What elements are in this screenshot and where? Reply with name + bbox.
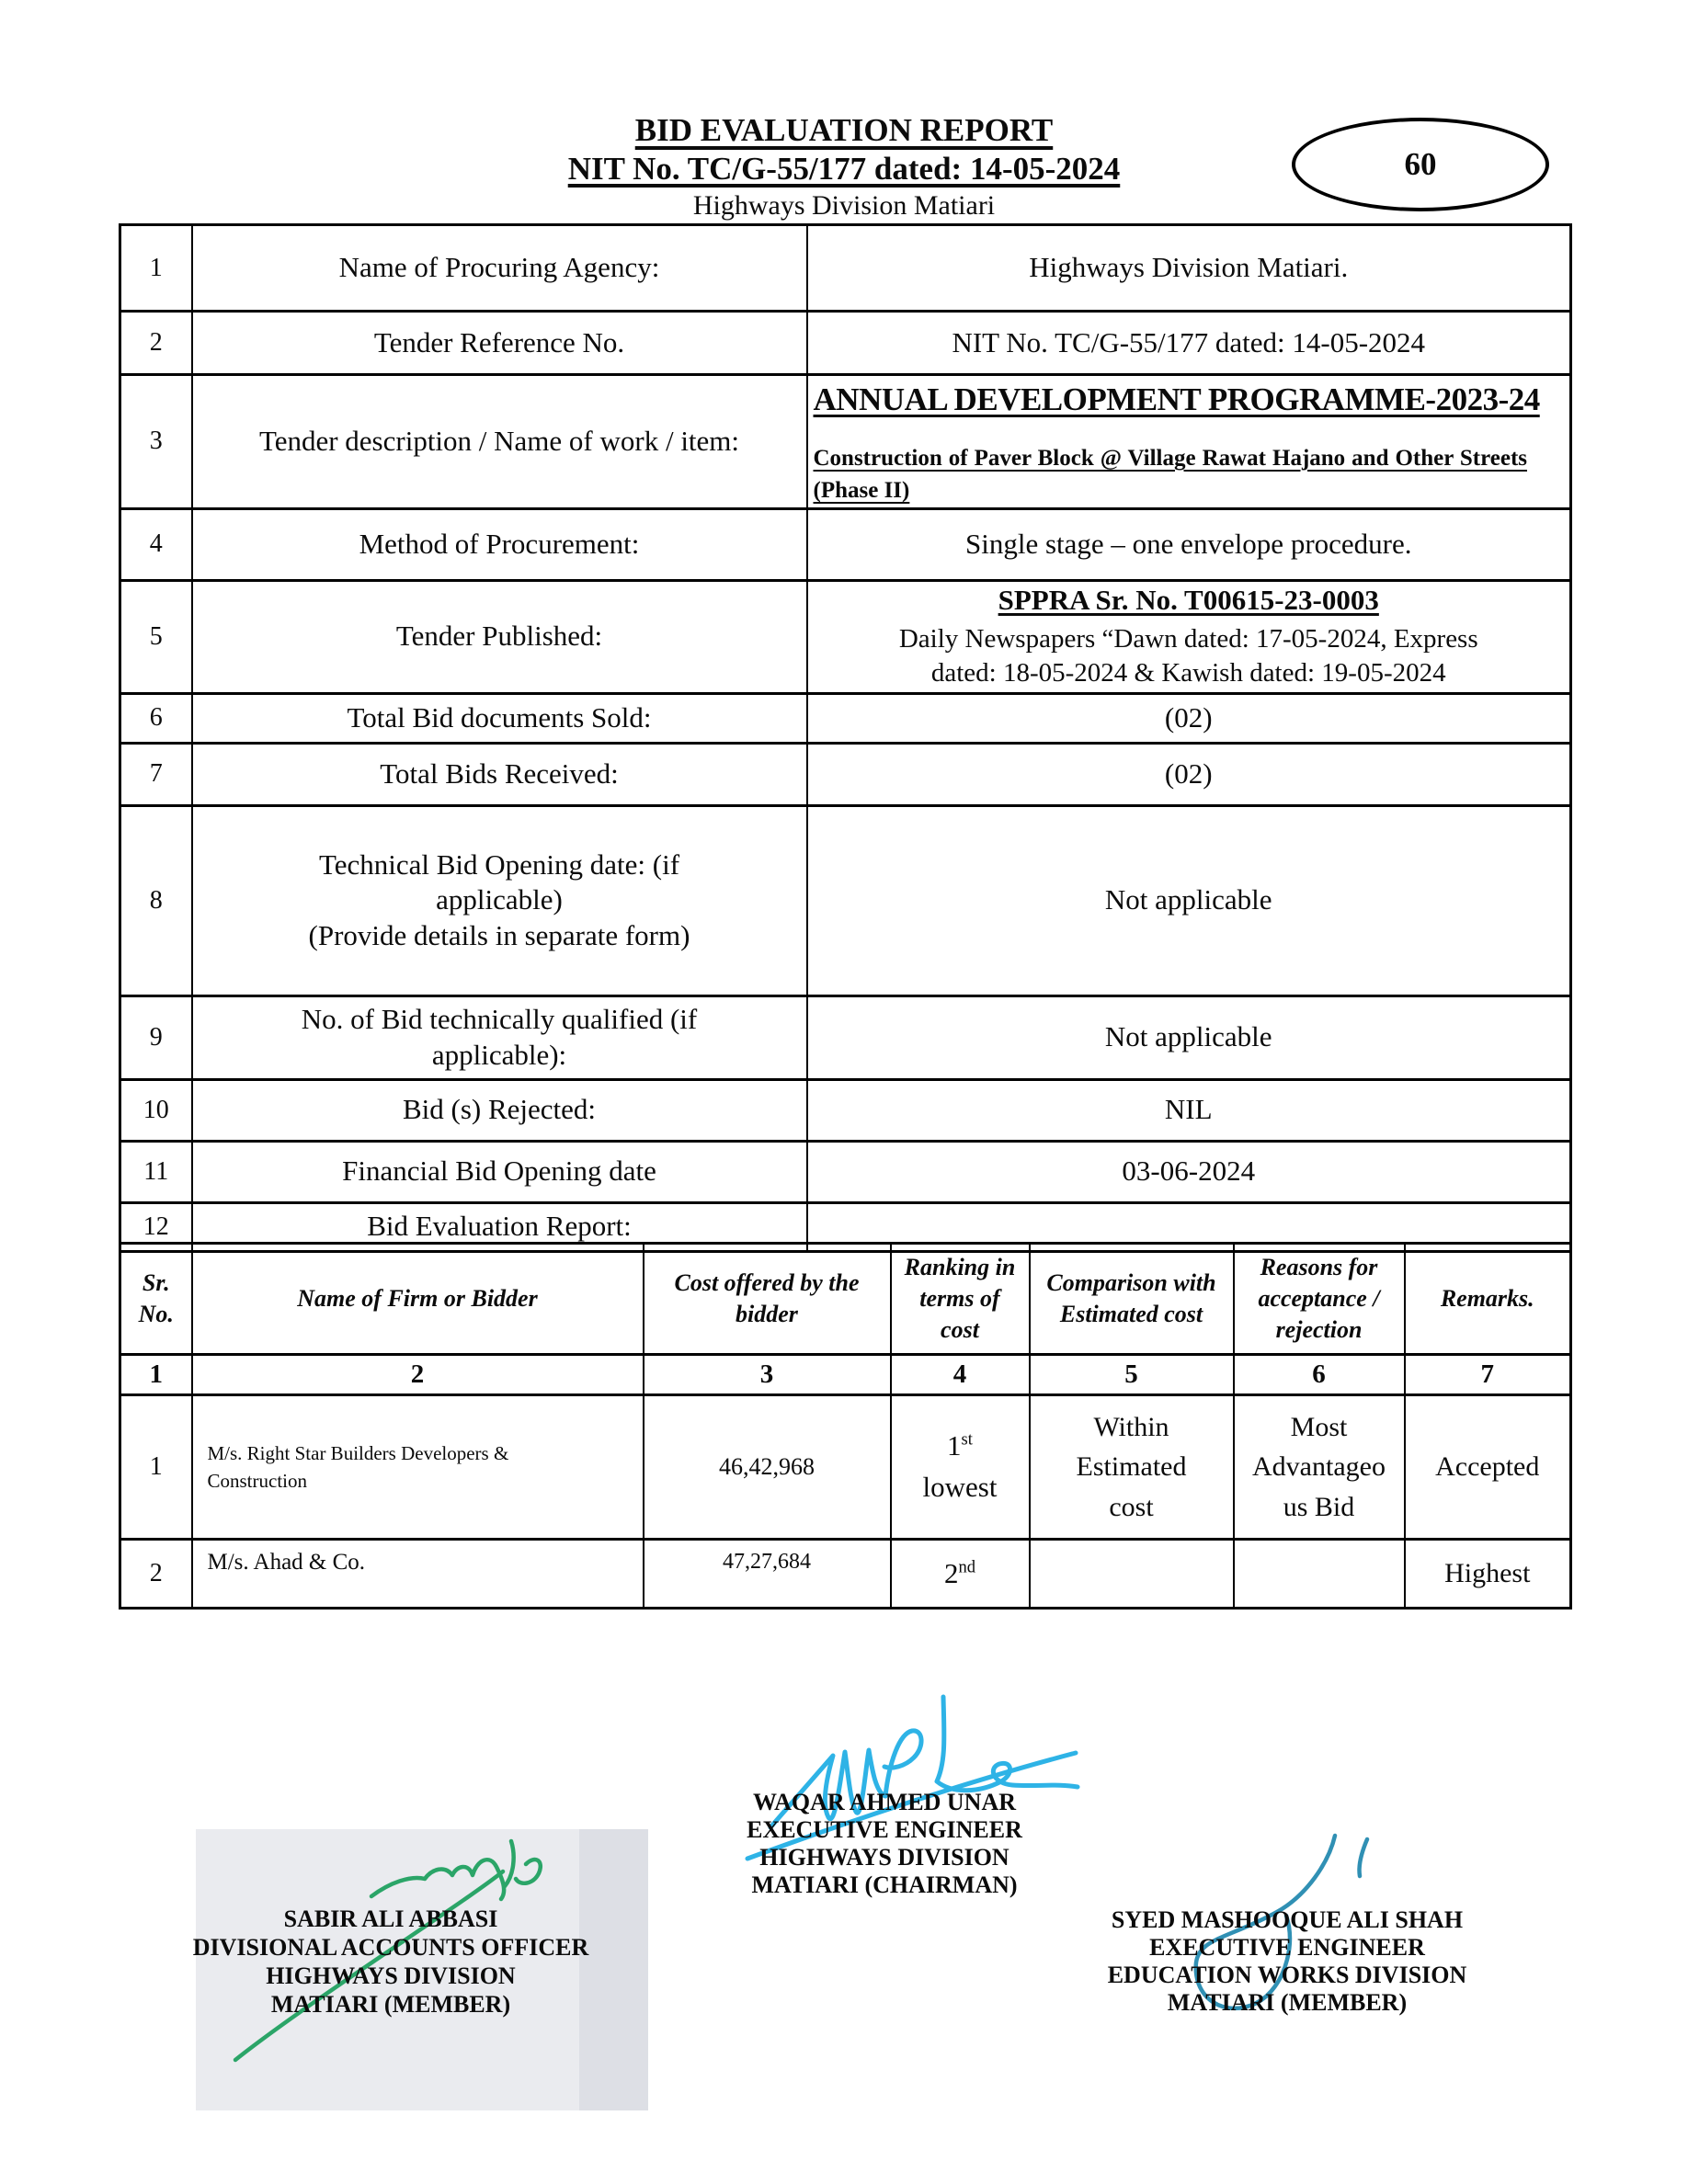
row-number: 10: [120, 1079, 192, 1141]
row-number: 2: [120, 312, 192, 375]
signatory-division: HIGHWAYS DIVISION: [759, 1844, 1009, 1871]
info-row-11: [120, 1141, 1571, 1202]
bidder-sr: 1: [120, 1395, 192, 1540]
col-header-reasons: Reasons for acceptance / rejection: [1234, 1244, 1405, 1355]
row-number: 11: [120, 1141, 192, 1202]
newspapers-detail: Daily Newspapers “Dawn dated: 17-05-2024, Express dated: 18-05-2024 & Kawish dated: 19-05-2024: [898, 624, 1478, 688]
bid-column-numbers-row: [120, 1355, 1571, 1395]
signatory-name: SYED MASHOOQUE ALI SHAH: [1111, 1906, 1464, 1933]
sppra-number: SPPRA Sr. No. T00615-23-0003: [998, 584, 1379, 617]
row-label: Tender Published:: [192, 580, 807, 693]
col-number: 2: [192, 1355, 644, 1395]
info-row-10: [120, 1079, 1571, 1141]
col-number: 4: [891, 1355, 1030, 1395]
col-header-remarks: Remarks.: [1405, 1244, 1571, 1355]
row-number: 4: [120, 508, 192, 580]
row-label: Method of Procurement:: [192, 508, 807, 580]
label-line-1: Technical Bid Opening date: (if applicable): [318, 847, 680, 916]
col-header-cost: Cost offered by the bidder: [644, 1244, 891, 1355]
bidder-firm: M/s. Ahad & Co.: [192, 1540, 644, 1609]
row-value: NIL: [807, 1079, 1571, 1141]
row-number: 1: [120, 225, 192, 312]
row-number: 5: [120, 580, 192, 693]
bidder-cost: 46,42,968: [644, 1395, 891, 1540]
col-header-ranking: Ranking in terms of cost: [891, 1244, 1030, 1355]
row-label: Tender description / Name of work / item:: [192, 375, 807, 509]
row-value: Single stage – one envelope procedure.: [807, 508, 1571, 580]
bid-header-row: [120, 1244, 1571, 1355]
row-number: 7: [120, 743, 192, 805]
row-value: [807, 580, 1571, 693]
col-header-firm: Name of Firm or Bidder: [192, 1244, 644, 1355]
signatory-title: EXECUTIVE ENGINEER: [747, 1816, 1022, 1843]
col-number: 3: [644, 1355, 891, 1395]
row-value: Not applicable: [807, 805, 1571, 995]
info-row-3: [120, 375, 1571, 509]
row-number: 12: [120, 1202, 192, 1251]
bidder-reasons: [1234, 1540, 1405, 1609]
signatory-name: SABIR ALI ABBASI: [283, 1905, 498, 1932]
row-label: [192, 995, 807, 1079]
info-row-9: [120, 995, 1571, 1079]
signatory-role: MATIARI (MEMBER): [270, 1991, 511, 2018]
signatory-role: MATIARI (CHAIRMAN): [751, 1871, 1018, 1898]
chairman-signature-block: [655, 1789, 1114, 1899]
report-title: BID EVALUATION REPORT: [634, 112, 1054, 148]
bidder-ranking: [891, 1540, 1030, 1609]
row-value: 03-06-2024: [807, 1141, 1571, 1202]
division-line: Highways Division Matiari: [692, 190, 996, 221]
row-number: 6: [120, 693, 192, 743]
row-number: 9: [120, 995, 192, 1079]
row-label: Total Bid documents Sold:: [192, 693, 807, 743]
bidder-remarks: Accepted: [1405, 1395, 1571, 1540]
row-value: (02): [807, 693, 1571, 743]
bidder-comparison: Within Estimated cost: [1030, 1395, 1234, 1540]
education-member-signature-block: [1057, 1906, 1517, 2017]
rank-ordinal: 1st: [947, 1429, 973, 1462]
bidder-firm: M/s. Right Star Builders Developers & Construction: [192, 1395, 644, 1540]
info-row-5: [120, 580, 1571, 693]
work-description: Construction of Paver Block @ Village Rawat Hajano and Other Streets (Phase II): [813, 445, 1527, 504]
accounts-member-signature-block: [161, 1905, 621, 2019]
col-header-comparison: Comparison with Estimated cost: [1030, 1244, 1234, 1355]
col-number: 7: [1405, 1355, 1571, 1395]
nit-reference-line: NIT No. TC/G-55/177 dated: 14-05-2024: [567, 151, 1121, 187]
bidder-comparison: [1030, 1540, 1234, 1609]
col-number: 1: [120, 1355, 192, 1395]
bidder-remarks: Highest: [1405, 1540, 1571, 1609]
info-row-7: [120, 743, 1571, 805]
signatory-title: DIVISIONAL ACCOUNTS OFFICER: [192, 1934, 589, 1961]
info-row-1: [120, 225, 1571, 312]
col-header-sr: Sr. No.: [120, 1244, 192, 1355]
row-value: Highways Division Matiari.: [807, 225, 1571, 312]
row-label: [192, 805, 807, 995]
info-row-2: [120, 312, 1571, 375]
info-row-8: [120, 805, 1571, 995]
signatory-division: HIGHWAYS DIVISION: [266, 1962, 516, 1989]
programme-heading: ANNUAL DEVELOPMENT PROGRAMME-2023-24: [813, 381, 1540, 417]
signatory-division: EDUCATION WORKS DIVISION: [1107, 1962, 1467, 1988]
label-line-1: No. of Bid technically qualified (if applicable):: [301, 1003, 698, 1071]
signatory-role: MATIARI (MEMBER): [1167, 1989, 1408, 2016]
row-label: Total Bids Received:: [192, 743, 807, 805]
page-number-stamp: [1292, 118, 1549, 211]
row-value: (02): [807, 743, 1571, 805]
info-row-6: [120, 693, 1571, 743]
col-number: 6: [1234, 1355, 1405, 1395]
row-number: 8: [120, 805, 192, 995]
label-line-2: (Provide details in separate form): [308, 919, 690, 952]
bidder-reasons: Most Advantageous Bid: [1234, 1395, 1405, 1540]
bidder-sr: 2: [120, 1540, 192, 1609]
page-number: 60: [1404, 146, 1437, 182]
row-label: Tender Reference No.: [192, 312, 807, 375]
row-label: Financial Bid Opening date: [192, 1141, 807, 1202]
row-value: [807, 375, 1571, 509]
col-number: 5: [1030, 1355, 1234, 1395]
row-value: NIT No. TC/G-55/177 dated: 14-05-2024: [807, 312, 1571, 375]
signatory-name: WAQAR AHMED UNAR: [753, 1789, 1016, 1815]
row-label: Name of Procuring Agency:: [192, 225, 807, 312]
signatory-title: EXECUTIVE ENGINEER: [1149, 1934, 1425, 1961]
info-table: [119, 223, 1572, 1253]
bidder-cost: 47,27,684: [644, 1540, 891, 1609]
row-value: Not applicable: [807, 995, 1571, 1079]
row-label: Bid Evaluation Report:: [192, 1202, 807, 1251]
rank-ordinal: 2nd: [943, 1556, 976, 1589]
rank-word: lowest: [922, 1471, 998, 1503]
bidder-ranking: [891, 1395, 1030, 1540]
bid-row-2: [120, 1540, 1571, 1609]
bid-row-1: [120, 1395, 1571, 1540]
row-label: Bid (s) Rejected:: [192, 1079, 807, 1141]
row-number: 3: [120, 375, 192, 509]
info-row-4: [120, 508, 1571, 580]
bid-table: [119, 1242, 1572, 1610]
